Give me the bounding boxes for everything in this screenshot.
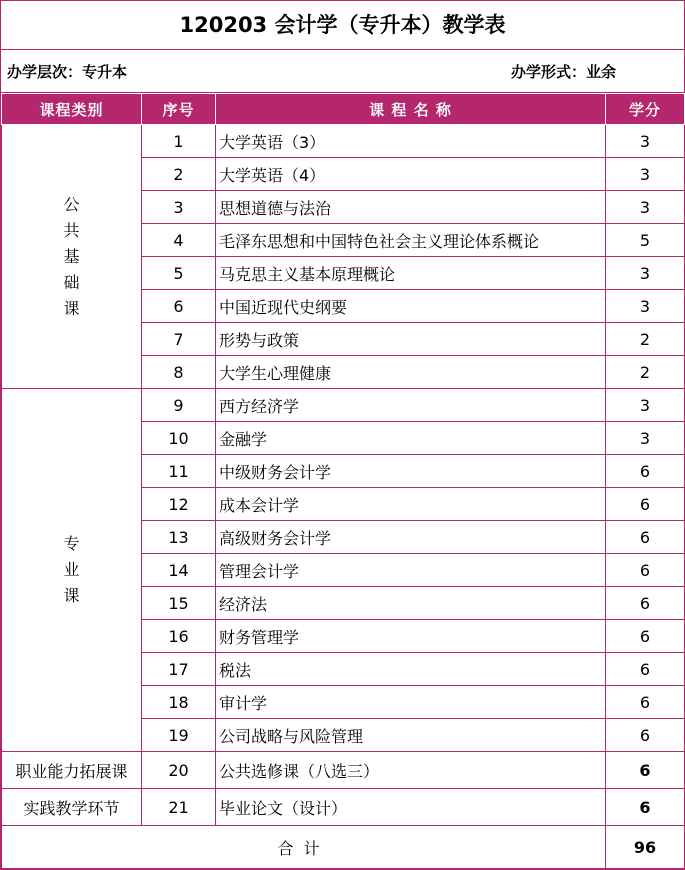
course-name: 西方经济学: [216, 389, 606, 422]
course-credit: 6: [606, 455, 685, 488]
course-credit: 3: [606, 158, 685, 191]
total-row: [2, 826, 685, 869]
table-header-row: [2, 94, 685, 125]
course-credit: 3: [606, 257, 685, 290]
course-name: 金融学: [216, 422, 606, 455]
category-char: 业: [63, 560, 80, 579]
header-course: 课 程 名 称: [216, 94, 606, 125]
category-char: 基: [63, 246, 80, 266]
curriculum-table: [1, 93, 685, 869]
row-index: 1: [142, 125, 216, 158]
category-extension: 职业能力拓展课: [2, 752, 142, 789]
course-name: 公共选修课（八选三）: [216, 752, 606, 789]
course-credit: 6: [606, 719, 685, 752]
course-name: 审计学: [216, 686, 606, 719]
meta-bar: [1, 50, 684, 93]
total-label: 合计: [2, 826, 606, 869]
header-category: 课程类别: [2, 94, 142, 125]
category-practice: 实践教学环节: [2, 789, 142, 826]
course-credit: 6: [606, 521, 685, 554]
course-credit: 6: [606, 653, 685, 686]
education-form: 办学形式：业余: [510, 62, 616, 81]
course-credit: 3: [606, 290, 685, 323]
course-name: 大学英语（3）: [216, 125, 606, 158]
course-credit: 6: [606, 789, 685, 826]
course-name: 税法: [216, 653, 606, 686]
course-name: 财务管理学: [216, 620, 606, 653]
course-name: 公司战略与风险管理: [216, 719, 606, 752]
course-credit: 6: [606, 752, 685, 789]
category-char: 共: [63, 220, 80, 240]
row-index: 7: [142, 323, 216, 356]
course-name: 大学生心理健康: [216, 356, 606, 389]
row-index: 9: [142, 389, 216, 422]
category-char: 专: [63, 534, 80, 553]
course-credit: 6: [606, 587, 685, 620]
course-name: 马克思主义基本原理概论: [216, 257, 606, 290]
education-level: 办学层次：专升本: [7, 62, 128, 81]
course-credit: 5: [606, 224, 685, 257]
header-credit: 学分: [606, 94, 685, 125]
category-char: 课: [63, 586, 80, 605]
course-credit: 6: [606, 620, 685, 653]
category-public: [2, 125, 142, 389]
course-credit: 3: [606, 125, 685, 158]
row-index: 2: [142, 158, 216, 191]
course-name: 中级财务会计学: [216, 455, 606, 488]
course-credit: 6: [606, 554, 685, 587]
category-char: 础: [63, 272, 80, 292]
table-row: [2, 752, 685, 789]
course-name: 管理会计学: [216, 554, 606, 587]
course-name: 大学英语（4）: [216, 158, 606, 191]
course-credit: 3: [606, 191, 685, 224]
course-name: 经济法: [216, 587, 606, 620]
row-index: 5: [142, 257, 216, 290]
table-row: [2, 125, 685, 158]
course-credit: 3: [606, 422, 685, 455]
row-index: 13: [142, 521, 216, 554]
table-row: [2, 789, 685, 826]
row-index: 18: [142, 686, 216, 719]
row-index: 20: [142, 752, 216, 789]
row-index: 16: [142, 620, 216, 653]
table-row: [2, 389, 685, 422]
row-index: 4: [142, 224, 216, 257]
course-name: 高级财务会计学: [216, 521, 606, 554]
row-index: 21: [142, 789, 216, 826]
row-index: 8: [142, 356, 216, 389]
course-name: 毕业论文（设计）: [216, 789, 606, 826]
row-index: 17: [142, 653, 216, 686]
course-credit: 6: [606, 686, 685, 719]
course-name: 形势与政策: [216, 323, 606, 356]
header-index: 序号: [142, 94, 216, 125]
row-index: 14: [142, 554, 216, 587]
row-index: 12: [142, 488, 216, 521]
category-char: 公: [63, 194, 80, 214]
course-credit: 3: [606, 389, 685, 422]
row-index: 10: [142, 422, 216, 455]
row-index: 3: [142, 191, 216, 224]
course-credit: 2: [606, 323, 685, 356]
total-credit: 96: [606, 826, 685, 869]
course-name: 中国近现代史纲要: [216, 290, 606, 323]
course-credit: 6: [606, 488, 685, 521]
course-name: 思想道德与法治: [216, 191, 606, 224]
course-credit: 2: [606, 356, 685, 389]
category-char: 课: [63, 298, 80, 318]
page-title: 120203 会计学（专升本）教学表: [1, 1, 684, 50]
course-name: 成本会计学: [216, 488, 606, 521]
course-name: 毛泽东思想和中国特色社会主义理论体系概论: [216, 224, 606, 257]
row-index: 19: [142, 719, 216, 752]
row-index: 15: [142, 587, 216, 620]
row-index: 11: [142, 455, 216, 488]
category-major: [2, 389, 142, 752]
row-index: 6: [142, 290, 216, 323]
